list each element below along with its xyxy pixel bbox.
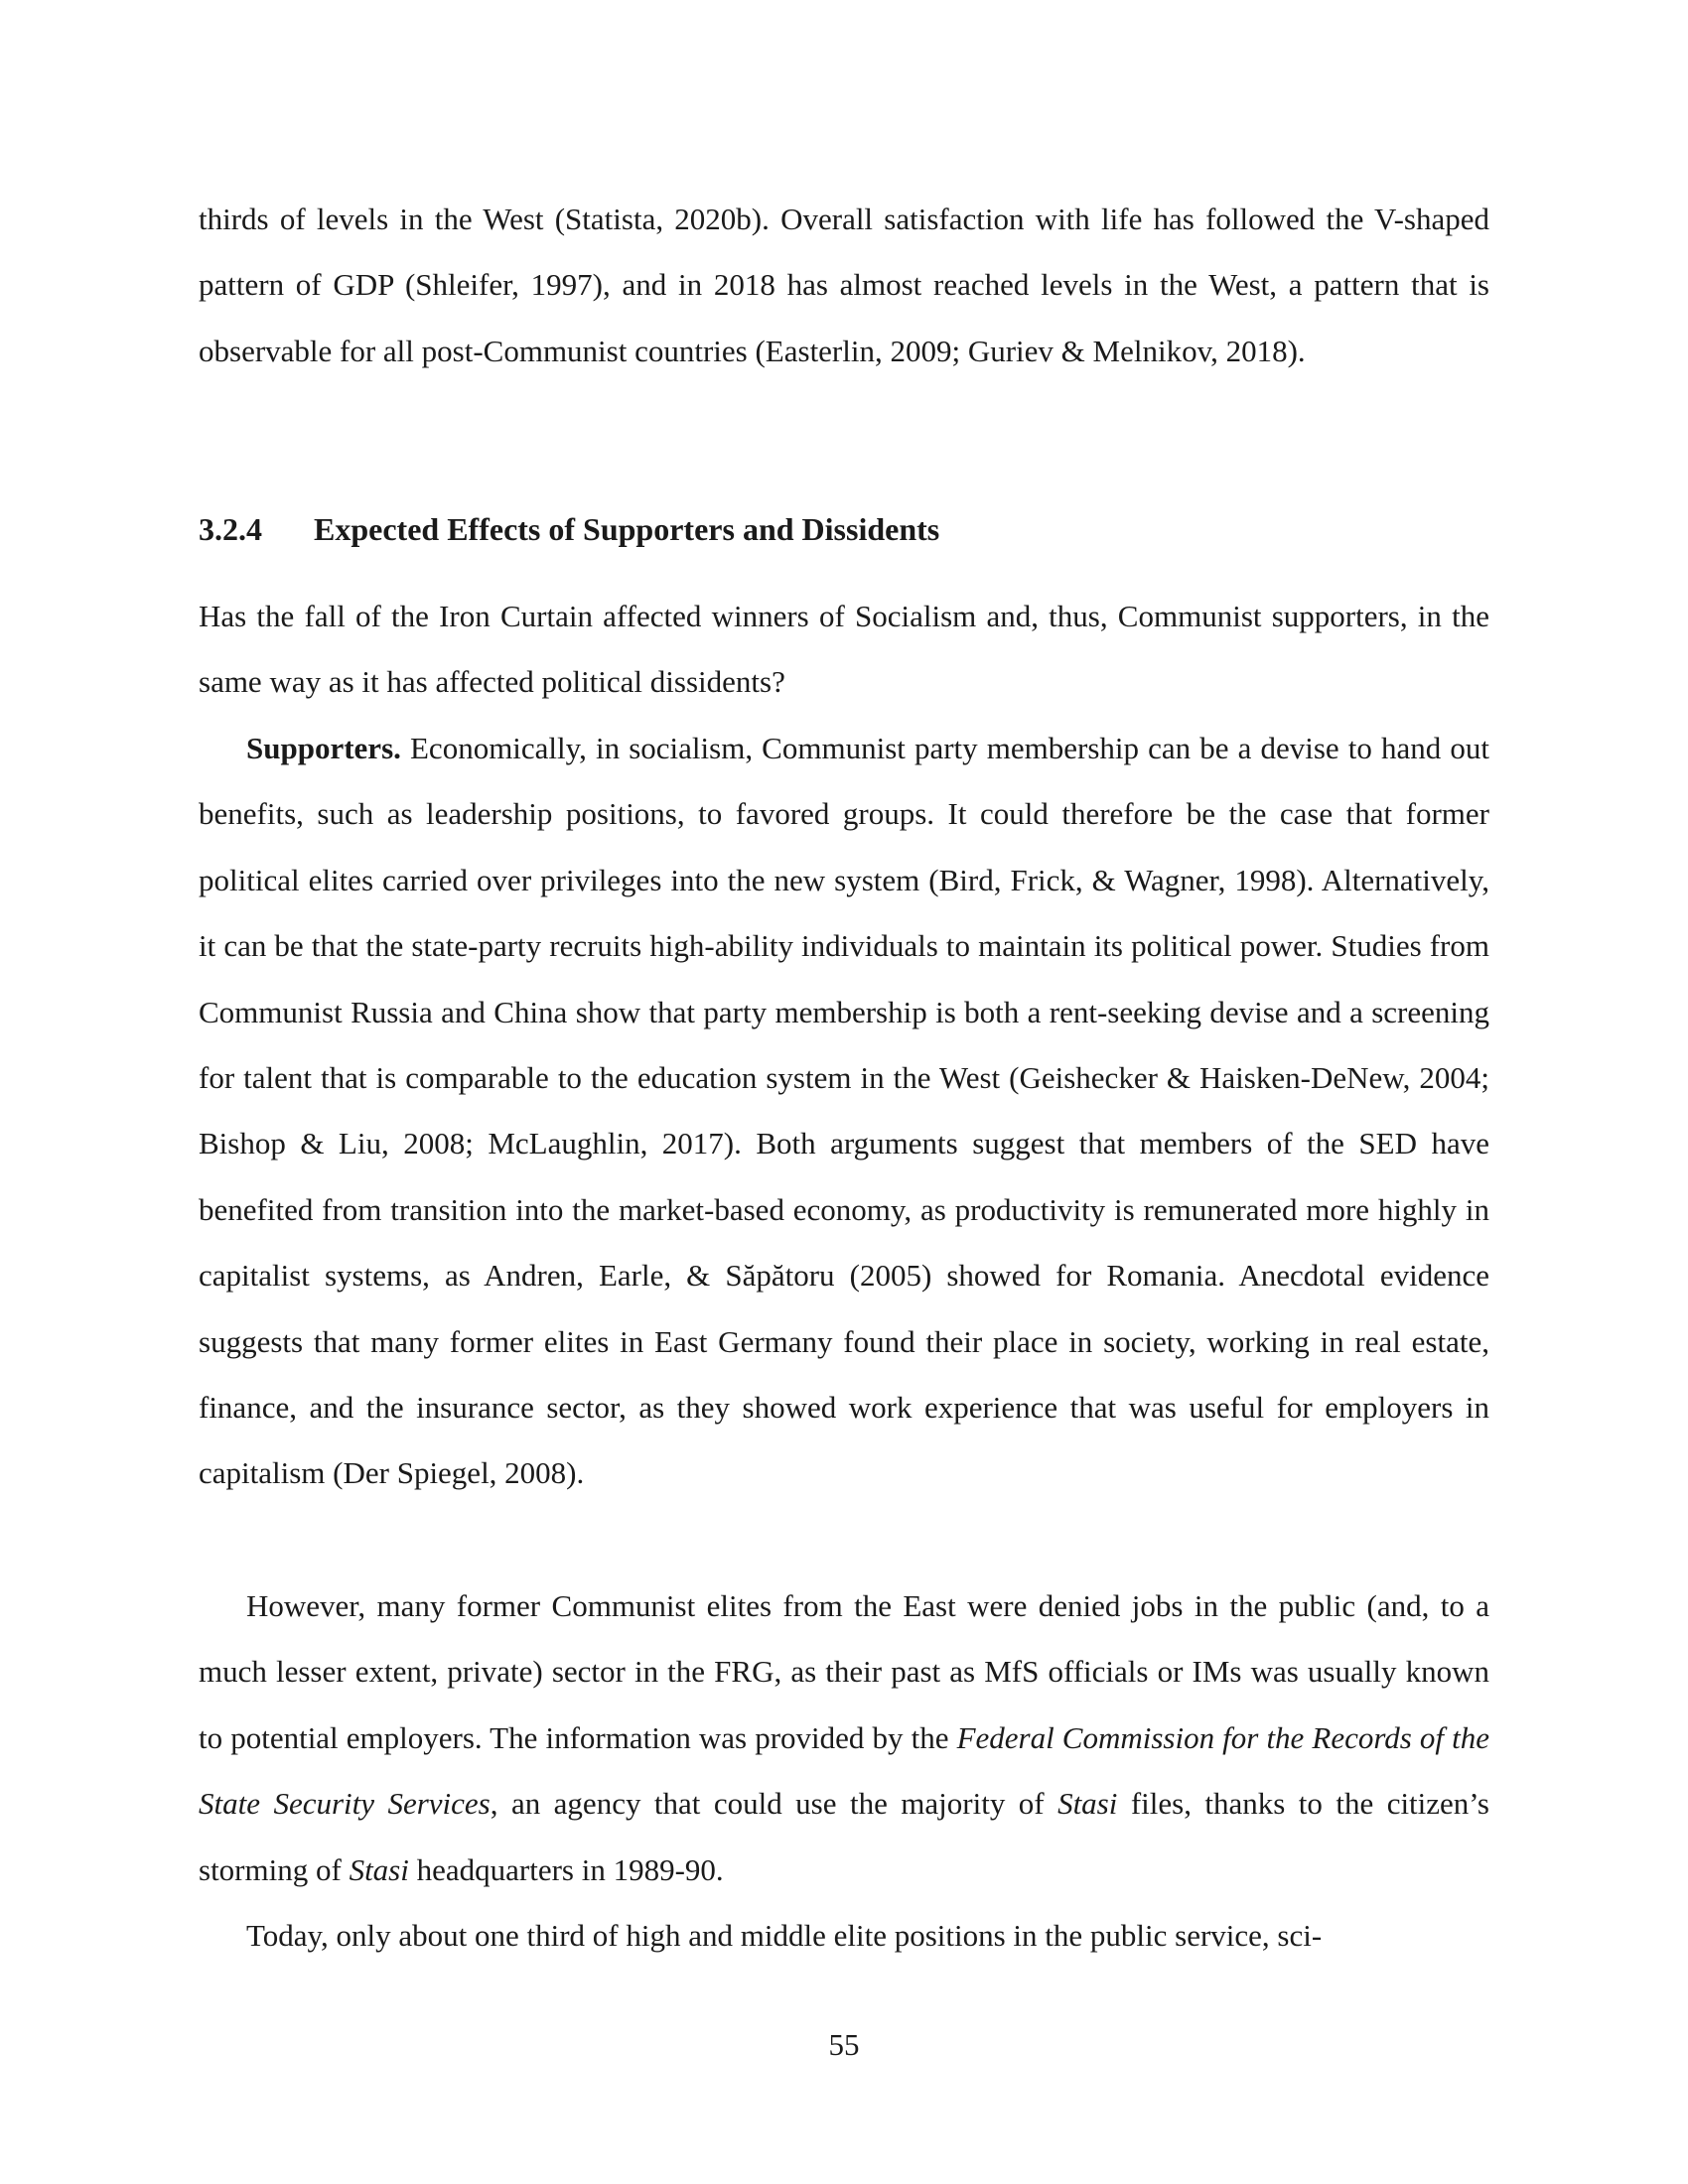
- however-stasi-2: Stasi: [349, 1851, 409, 1887]
- paragraph-today: Today, only about one third of high and middle elite positions in the public service, sci-: [246, 1918, 1323, 1953]
- however-stasi-1: Stasi: [1057, 1786, 1118, 1822]
- however-text-4: headquarters in 1989-90.: [408, 1851, 724, 1887]
- section-title: Expected Effects of Supporters and Dissidents: [314, 511, 940, 547]
- however-agency-name: Federal Commission for the Records of the State Security Services: [199, 1719, 1490, 1822]
- however-text-1: However, many former Communist elites from the East were denied jobs in the public (and, to a much lesser extent, private) sector in the FRG, as their past as MfS officials or IMs was usually known to potential employers. The information was provided by the: [199, 1588, 1489, 1755]
- supporters-body: Economically, in socialism, Communist party membership can be a devise to hand out benefits, such as leadership positions, to favored groups. It could therefore be the case that former political elites carried over privileges into the new system (Bird, Frick, & Wagner, 1998). Alternatively, it can be that the state-party recruits high-ability individuals to maintain its political power. Studies from Communist Russia and China show that party membership is both a rent-seeking devise and a screening for talent that is comparable to the education system in the West (Geishecker & Haisken-DeNew, 2004; Bishop & Liu, 2008; McLaughlin, 2017). Both arguments suggest that members of the SED have benefited from transition into the market-based economy, as productivity is remunerated more highly in capitalist systems, as Andren, Earle, & Săpătoru (2005) showed for Romania. Anecdotal evidence suggests that many former elites in East Germany found their place in society, working in real estate, finance, and the insurance sector, as they showed work experience that was useful for employers in capitalism (Der Spiegel, 2008).: [199, 731, 1489, 1491]
- paragraph-continuation: thirds of levels in the West (Statista, 2020b). Overall satisfaction with life has followed the V-shaped pattern of GDP (Shleifer, 1997), and in 2018 has almost reached levels in the West, a pattern that is observable for all post-Communist countries (Easterlin, 2009; Guriev & Melnikov, 2018).: [199, 202, 1489, 368]
- section-number: 3.2.4: [199, 511, 262, 547]
- paragraph-intro: Has the fall of the Iron Curtain affected winners of Socialism and, thus, Communist supporters, in the same way as it has affected political dissidents?: [199, 599, 1489, 700]
- however-text-2: , an agency that could use the majority of: [490, 1786, 1058, 1822]
- section-heading: [199, 501, 939, 557]
- paragraph-however: [199, 1573, 1489, 1903]
- paragraph-supporters: [199, 716, 1489, 1507]
- paragraph-lead-supporters: Supporters.: [246, 731, 401, 765]
- page-number: 55: [828, 2027, 860, 2062]
- however-text-3: files, thanks to the citizen’s storming of: [199, 1786, 1489, 1887]
